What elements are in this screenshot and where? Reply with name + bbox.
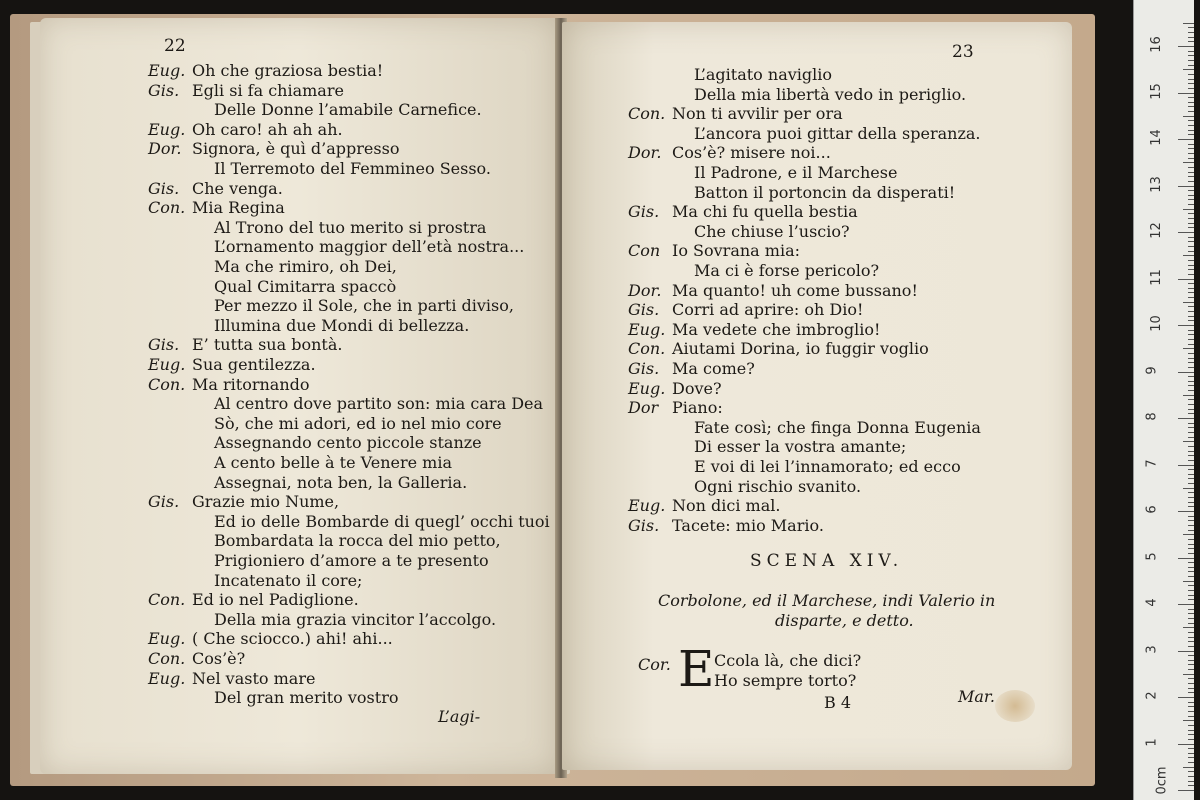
ruler-tick bbox=[1188, 664, 1194, 665]
ruler-tick bbox=[1188, 785, 1194, 786]
ruler-tick bbox=[1188, 734, 1194, 735]
verse-line: Assegnai, nota ben, la Galleria. bbox=[214, 472, 468, 492]
final-line-1: Ccola là, che dici? bbox=[714, 651, 862, 670]
verse-line: Prigioniero d’amore a te presento bbox=[214, 551, 489, 570]
ruler-tick bbox=[1188, 399, 1194, 400]
ruler-tick bbox=[1178, 232, 1194, 233]
verse-line: E’ tutta sua bontà. bbox=[192, 335, 343, 355]
verse-line: Ma vedete che imbroglio! bbox=[672, 319, 881, 339]
verse-line: Ma come? bbox=[672, 359, 755, 378]
ruler-tick bbox=[1188, 525, 1194, 526]
verse-line: Incatenato il core; bbox=[214, 570, 363, 590]
ruler-tick bbox=[1188, 483, 1194, 484]
ruler-tick bbox=[1188, 609, 1194, 610]
ruler-tick bbox=[1188, 288, 1194, 289]
ruler-tick bbox=[1188, 120, 1194, 121]
speaker-label: Dor. bbox=[628, 280, 662, 300]
speaker-label: Eug. bbox=[148, 61, 186, 80]
ruler-tick bbox=[1178, 372, 1194, 373]
speaker-label: Eug. bbox=[628, 319, 666, 339]
ruler-tick bbox=[1188, 562, 1194, 563]
speaker-label: Dor bbox=[628, 398, 659, 418]
speaker-label: Gis. bbox=[628, 359, 660, 378]
speaker-label: Eug. bbox=[148, 668, 186, 688]
ruler-tick bbox=[1188, 223, 1194, 224]
ruler-label: 7 bbox=[1144, 458, 1160, 468]
verse-line: L’agitato naviglio bbox=[694, 65, 832, 84]
ruler-tick bbox=[1188, 711, 1194, 712]
ruler-tick bbox=[1188, 167, 1194, 168]
ruler-label: 1 bbox=[1144, 737, 1160, 747]
ruler-tick bbox=[1188, 590, 1194, 591]
ruler-tick bbox=[1188, 130, 1194, 131]
ruler-tick bbox=[1188, 548, 1194, 549]
ruler-tick bbox=[1188, 51, 1194, 52]
speaker-label: Gis. bbox=[628, 202, 660, 222]
ruler-tick bbox=[1188, 539, 1194, 540]
verse-line: Ed io nel Padiglione. bbox=[192, 590, 359, 610]
ruler-tick bbox=[1188, 316, 1194, 317]
speaker-label: Eug. bbox=[148, 629, 186, 649]
ruler-tick bbox=[1188, 646, 1194, 647]
drop-cap: E bbox=[678, 640, 715, 698]
ruler-tick bbox=[1188, 748, 1194, 749]
verse-line: Cos’è? misere noi... bbox=[672, 143, 831, 163]
ruler-tick bbox=[1178, 744, 1194, 745]
ruler-tick bbox=[1178, 325, 1194, 326]
ruler-tick bbox=[1188, 344, 1194, 345]
ruler-tick bbox=[1188, 474, 1194, 475]
ruler-tick bbox=[1188, 79, 1194, 80]
ruler-tick bbox=[1178, 139, 1194, 140]
measuring-ruler bbox=[1133, 0, 1194, 800]
ruler-tick bbox=[1188, 688, 1194, 689]
speaker-label: Dor. bbox=[148, 139, 182, 159]
verse-line: Che venga. bbox=[192, 178, 283, 198]
ruler-tick bbox=[1188, 237, 1194, 238]
ruler-tick bbox=[1188, 172, 1194, 173]
ruler-tick bbox=[1178, 186, 1194, 187]
speaker-label: Gis. bbox=[628, 300, 660, 320]
left-page bbox=[40, 18, 558, 774]
ruler-tick bbox=[1188, 297, 1194, 298]
ruler-label: 3 bbox=[1144, 644, 1160, 654]
verse-line: Delle Donne l’amabile Carnefice. bbox=[214, 100, 482, 120]
verse-line: Aiutami Dorina, io fuggir voglio bbox=[672, 339, 929, 359]
verse-line: Corri ad aprire: oh Dio! bbox=[672, 300, 864, 320]
ruler-tick bbox=[1188, 446, 1194, 447]
ruler-tick bbox=[1188, 585, 1194, 586]
ruler-tick bbox=[1188, 730, 1194, 731]
ruler-tick bbox=[1188, 362, 1194, 363]
ruler-tick bbox=[1183, 209, 1194, 210]
ruler-tick bbox=[1188, 683, 1194, 684]
ruler-tick bbox=[1188, 144, 1194, 145]
ruler-tick bbox=[1188, 83, 1194, 84]
ruler-tick bbox=[1188, 478, 1194, 479]
ruler-tick bbox=[1188, 576, 1194, 577]
verse-line: Ogni rischio svanito. bbox=[694, 476, 862, 496]
ruler-tick bbox=[1188, 65, 1194, 66]
ruler-tick bbox=[1183, 581, 1194, 582]
stage-direction-line-2: disparte, e detto. bbox=[775, 611, 914, 630]
ruler-tick bbox=[1188, 246, 1194, 247]
ruler-tick bbox=[1183, 162, 1194, 163]
speaker-label: Dor. bbox=[628, 143, 662, 163]
verse-line: Sua gentilezza. bbox=[192, 355, 316, 374]
ruler-tick bbox=[1188, 106, 1194, 107]
speaker-label: Con. bbox=[148, 590, 186, 610]
ruler-label: 6 bbox=[1144, 505, 1160, 514]
verse-line: Ed io delle Bombarde di quegl’ occhi tuoi bbox=[214, 511, 550, 531]
ruler-tick bbox=[1178, 651, 1194, 652]
verse-line: Il Terremoto del Femmineo Sesso. bbox=[214, 159, 491, 178]
verse-line: Che chiuse l’uscio? bbox=[694, 221, 850, 241]
verse-line: Oh che graziosa bestia! bbox=[192, 61, 384, 80]
verse-line: Cos’è? bbox=[192, 649, 246, 668]
ruler-tick bbox=[1188, 41, 1194, 42]
left-page-number: 22 bbox=[164, 36, 186, 56]
ruler-tick bbox=[1188, 739, 1194, 740]
ruler-tick bbox=[1188, 367, 1194, 368]
ruler-tick bbox=[1188, 497, 1194, 498]
ruler-tick bbox=[1188, 227, 1194, 228]
ruler-tick bbox=[1188, 176, 1194, 177]
ruler-tick bbox=[1188, 190, 1194, 191]
ruler-tick bbox=[1188, 567, 1194, 568]
ruler-tick bbox=[1188, 260, 1194, 261]
ruler-tick bbox=[1188, 218, 1194, 219]
ruler-tick bbox=[1188, 283, 1194, 284]
verse-line: Della mia libertà vedo in periglio. bbox=[694, 84, 967, 104]
left-catchword: L’agi- bbox=[438, 707, 481, 726]
ruler-tick bbox=[1178, 558, 1194, 559]
ruler-tick bbox=[1188, 409, 1194, 410]
ruler-tick bbox=[1188, 469, 1194, 470]
ruler-tick bbox=[1178, 418, 1194, 419]
ruler-tick bbox=[1188, 753, 1194, 754]
ruler-tick bbox=[1188, 60, 1194, 61]
verse-line: Signora, è quì d’appresso bbox=[192, 139, 400, 159]
ruler-tick bbox=[1188, 311, 1194, 312]
ruler-tick bbox=[1188, 530, 1194, 531]
ruler-tick bbox=[1188, 320, 1194, 321]
verse-line: Mia Regina bbox=[192, 198, 285, 218]
ruler-tick bbox=[1188, 641, 1194, 642]
ruler-tick bbox=[1188, 781, 1194, 782]
verse-line: Il Padrone, e il Marchese bbox=[694, 163, 898, 182]
ruler-tick bbox=[1183, 348, 1194, 349]
speaker-label: Eug. bbox=[148, 119, 186, 139]
ruler-tick bbox=[1188, 88, 1194, 89]
ruler-tick bbox=[1183, 534, 1194, 535]
ruler-tick bbox=[1188, 241, 1194, 242]
verse-line: Del gran merito vostro bbox=[214, 688, 399, 708]
ruler-tick bbox=[1188, 595, 1194, 596]
ruler-tick bbox=[1188, 376, 1194, 377]
ruler-tick bbox=[1188, 655, 1194, 656]
ruler-tick bbox=[1188, 213, 1194, 214]
ruler-tick bbox=[1188, 353, 1194, 354]
verse-line: A cento belle à te Venere mia bbox=[214, 453, 452, 472]
verse-line: Fate così; che finga Donna Eugenia bbox=[694, 417, 981, 437]
speaker-label: Con. bbox=[628, 104, 666, 124]
verse-line: Ma ci è forse pericolo? bbox=[694, 261, 880, 280]
ruler-tick bbox=[1188, 274, 1194, 275]
ruler-tick bbox=[1188, 678, 1194, 679]
verse-line: Batton il portoncin da disperati! bbox=[694, 182, 956, 202]
ruler-tick bbox=[1178, 511, 1194, 512]
ruler-tick bbox=[1188, 506, 1194, 507]
ruler-tick bbox=[1183, 395, 1194, 396]
speaker-label: Con bbox=[628, 241, 661, 261]
ruler-tick bbox=[1188, 437, 1194, 438]
ruler-label: 12 bbox=[1148, 222, 1164, 239]
verse-line: Non ti avvilir per ora bbox=[672, 104, 843, 124]
verse-line: Illumina due Mondi di bellezza. bbox=[214, 315, 470, 335]
ruler-tick bbox=[1188, 385, 1194, 386]
ruler-label: 11 bbox=[1148, 268, 1164, 286]
ruler-tick bbox=[1188, 702, 1194, 703]
verse-line: Ma quanto! uh come bussano! bbox=[672, 280, 918, 300]
ruler-label: 0cm bbox=[1154, 766, 1170, 795]
speaker-label: Con. bbox=[628, 339, 666, 359]
ruler-label: 2 bbox=[1144, 691, 1160, 700]
ruler-label: 13 bbox=[1148, 175, 1164, 193]
ruler-tick bbox=[1188, 199, 1194, 200]
ruler-tick bbox=[1178, 93, 1194, 94]
ruler-label: 5 bbox=[1144, 551, 1160, 561]
ruler-tick bbox=[1188, 334, 1194, 335]
verse-line: Al centro dove partito son: mia cara Dea bbox=[214, 394, 544, 414]
verse-line: Bombardata la rocca del mio petto, bbox=[214, 531, 501, 551]
ruler-tick bbox=[1188, 553, 1194, 554]
verse-line: E voi di lei l’innamorato; ed ecco bbox=[694, 457, 961, 476]
ruler-tick bbox=[1188, 669, 1194, 670]
ruler-tick bbox=[1188, 204, 1194, 205]
verse-line: Al Trono del tuo merito si prostra bbox=[214, 217, 487, 237]
ruler-tick bbox=[1188, 757, 1194, 758]
ruler-tick bbox=[1188, 27, 1194, 28]
verse-line: ( Che sciocco.) ahi! ahi... bbox=[192, 629, 393, 649]
right-page-number: 23 bbox=[952, 42, 974, 62]
verse-line: Tacete: mio Mario. bbox=[672, 515, 824, 535]
ruler-tick bbox=[1188, 423, 1194, 424]
ruler-tick bbox=[1178, 46, 1194, 47]
ruler-tick bbox=[1188, 692, 1194, 693]
speaker-label: Con. bbox=[148, 198, 186, 218]
ruler-tick bbox=[1188, 776, 1194, 777]
ruler-tick bbox=[1183, 116, 1194, 117]
stage-direction-line-1: Corbolone, ed il Marchese, indi Valerio in bbox=[658, 591, 996, 610]
ruler-tick bbox=[1183, 441, 1194, 442]
speaker-label: Eug. bbox=[628, 496, 666, 516]
ruler-tick bbox=[1188, 292, 1194, 293]
ruler-tick bbox=[1188, 339, 1194, 340]
ruler-tick bbox=[1183, 720, 1194, 721]
ruler-tick bbox=[1188, 623, 1194, 624]
ruler-tick bbox=[1188, 613, 1194, 614]
ruler-tick bbox=[1183, 767, 1194, 768]
ruler-tick bbox=[1188, 520, 1194, 521]
ruler-tick bbox=[1188, 390, 1194, 391]
ruler-tick bbox=[1188, 102, 1194, 103]
ruler-tick bbox=[1188, 404, 1194, 405]
ruler-tick bbox=[1188, 358, 1194, 359]
speaker-label: Gis. bbox=[148, 80, 180, 100]
ruler-tick bbox=[1183, 69, 1194, 70]
verse-line: Ma che rimiro, oh Dei, bbox=[214, 257, 397, 276]
ruler-tick bbox=[1183, 627, 1194, 628]
ruler-tick bbox=[1188, 55, 1194, 56]
right-page bbox=[562, 22, 1072, 770]
ruler-label: 16 bbox=[1148, 36, 1164, 53]
final-line-2: Ho sempre torto? bbox=[714, 671, 857, 690]
ruler-label: 14 bbox=[1148, 129, 1164, 146]
verse-line: L’ancora puoi gittar della speranza. bbox=[694, 123, 981, 143]
verse-line: Grazie mio Nume, bbox=[192, 492, 340, 512]
verse-line: Piano: bbox=[672, 398, 723, 418]
verse-line: Della mia grazia vincitor l’accolgo. bbox=[214, 609, 497, 629]
ruler-tick bbox=[1188, 492, 1194, 493]
verse-line: Ma ritornando bbox=[192, 374, 310, 394]
ruler-tick bbox=[1188, 451, 1194, 452]
verse-line: Non dici mal. bbox=[672, 496, 781, 516]
ruler-tick bbox=[1188, 125, 1194, 126]
ruler-tick bbox=[1188, 413, 1194, 414]
ruler-tick bbox=[1188, 660, 1194, 661]
ruler-tick bbox=[1188, 516, 1194, 517]
verse-line: Ma chi fu quella bestia bbox=[672, 202, 858, 222]
ruler-tick bbox=[1188, 716, 1194, 717]
ruler-label: 8 bbox=[1144, 412, 1160, 421]
ruler-tick bbox=[1188, 432, 1194, 433]
ruler-tick bbox=[1188, 632, 1194, 633]
verse-line: Assegnando cento piccole stanze bbox=[214, 433, 482, 453]
ruler-tick bbox=[1188, 181, 1194, 182]
ruler-tick bbox=[1188, 134, 1194, 135]
ruler-tick bbox=[1188, 762, 1194, 763]
ruler-tick bbox=[1188, 571, 1194, 572]
ruler-tick bbox=[1188, 455, 1194, 456]
ruler-tick bbox=[1188, 381, 1194, 382]
ruler-tick bbox=[1188, 460, 1194, 461]
ruler-tick bbox=[1188, 37, 1194, 38]
ruler-tick bbox=[1188, 153, 1194, 154]
ruler-label: 15 bbox=[1148, 82, 1164, 100]
ruler-tick bbox=[1183, 23, 1194, 24]
verse-line: Di esser la vostra amante; bbox=[694, 437, 907, 457]
ruler-tick bbox=[1178, 279, 1194, 280]
verse-line: Oh caro! ah ah ah. bbox=[192, 119, 343, 139]
verse-line: Sò, che mi adori, ed io nel mio core bbox=[214, 413, 502, 433]
ruler-tick bbox=[1178, 465, 1194, 466]
ruler-label: 4 bbox=[1144, 598, 1160, 607]
verse-line: Io Sovrana mia: bbox=[672, 241, 801, 261]
ruler-tick bbox=[1188, 251, 1194, 252]
speaker-label: Gis. bbox=[148, 335, 180, 355]
verse-line: L’ornamento maggior dell’età nostra... bbox=[214, 237, 525, 257]
ruler-label: 10 bbox=[1148, 315, 1164, 332]
ruler-tick bbox=[1188, 771, 1194, 772]
ruler-label: 9 bbox=[1144, 365, 1160, 375]
ruler-tick bbox=[1188, 706, 1194, 707]
ruler-tick bbox=[1188, 158, 1194, 159]
ruler-tick bbox=[1188, 148, 1194, 149]
ruler-tick bbox=[1183, 674, 1194, 675]
ruler-tick bbox=[1188, 427, 1194, 428]
ruler-tick bbox=[1188, 599, 1194, 600]
signature-mark: B 4 bbox=[824, 693, 852, 712]
verse-line: Qual Cimitarra spaccò bbox=[214, 276, 397, 296]
ruler-tick bbox=[1188, 306, 1194, 307]
verse-line: Nel vasto mare bbox=[192, 668, 316, 688]
final-speaker: Cor. bbox=[638, 655, 671, 674]
ruler-tick bbox=[1183, 488, 1194, 489]
verse-line: Per mezzo il Sole, che in parti diviso, bbox=[214, 296, 514, 316]
speaker-label: Gis. bbox=[148, 178, 180, 198]
ruler-tick bbox=[1188, 725, 1194, 726]
ruler-tick bbox=[1188, 618, 1194, 619]
right-catchword: Mar. bbox=[958, 687, 995, 706]
ruler-tick bbox=[1178, 790, 1194, 791]
ruler-tick bbox=[1188, 269, 1194, 270]
ruler-tick bbox=[1178, 697, 1194, 698]
ruler-tick bbox=[1188, 32, 1194, 33]
ruler-tick bbox=[1188, 544, 1194, 545]
ruler-tick bbox=[1188, 330, 1194, 331]
ruler-tick bbox=[1188, 265, 1194, 266]
ruler-tick bbox=[1183, 302, 1194, 303]
ruler-tick bbox=[1188, 97, 1194, 98]
ruler-tick bbox=[1178, 604, 1194, 605]
speaker-label: Con. bbox=[148, 374, 186, 394]
verse-line: Egli si fa chiamare bbox=[192, 80, 344, 100]
ruler-tick bbox=[1188, 111, 1194, 112]
scene-heading: SCENA XIV. bbox=[750, 551, 904, 571]
speaker-label: Gis. bbox=[148, 492, 180, 512]
ruler-tick bbox=[1188, 637, 1194, 638]
verse-line: Dove? bbox=[672, 378, 722, 398]
speaker-label: Eug. bbox=[628, 378, 666, 398]
ruler-tick bbox=[1188, 195, 1194, 196]
speaker-label: Gis. bbox=[628, 515, 660, 535]
ruler-tick bbox=[1188, 74, 1194, 75]
speaker-label: Eug. bbox=[148, 355, 186, 374]
ruler-tick bbox=[1188, 502, 1194, 503]
foxing-stain bbox=[995, 690, 1035, 722]
ruler-tick bbox=[1183, 255, 1194, 256]
speaker-label: Con. bbox=[148, 649, 186, 668]
